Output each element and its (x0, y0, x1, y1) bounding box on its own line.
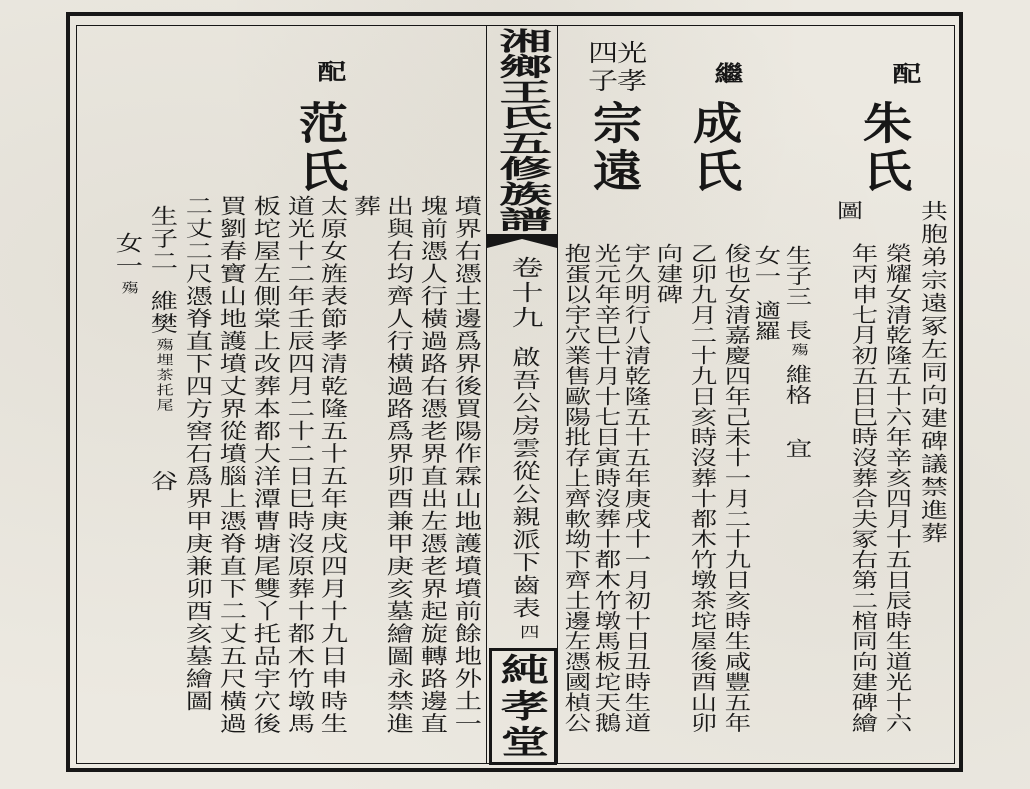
zhu-shi-record-line-3: 圖 (832, 200, 864, 221)
continued-record-line: 共胞弟宗遠冢左同向建碑議禁進葬 (917, 200, 948, 545)
grave-record-line-4: 葬 (350, 195, 382, 218)
zongyuan-record-line-3: 抱蛋以宇穴業售歐陽批存上齊軟坳下齊土邊左憑國楨公 (560, 243, 592, 733)
zongyuan-record-line-2: 光元年辛巳十月十七日寅時沒葬十都木竹墩馬板坨天鵝 (590, 243, 622, 733)
son-3-name: 宜 (781, 438, 813, 459)
cheng-shi-record-line-1: 俊也女清嘉慶四年己未十一月二十九日亥時生咸豐五年 (720, 243, 752, 733)
father-note-line-1: 光孝 (611, 40, 647, 96)
zhu-shi-record-line-2: 年丙申七月初五日巳時沒葬合夫冢右第二棺同向建碑繪 (847, 243, 879, 733)
fishtail-mark (487, 234, 557, 250)
name-zhu-shi: 朱氏 (854, 100, 912, 196)
name-cheng-shi: 成氏 (684, 100, 742, 196)
fan-shi-record-line-2: 道光十二年壬辰四月二十二日巳時沒原葬十都木竹墩馬 (284, 195, 316, 735)
son-1-note: 殤 (787, 343, 807, 358)
sons-label-left: 生子二 (147, 205, 179, 273)
son-1-name-left: 維樊 (147, 290, 179, 335)
son-2-name-left: 谷 (147, 470, 179, 493)
name-fan-shi: 范氏 (290, 100, 348, 196)
daughter-note: 適羅 (750, 300, 782, 341)
daughters-label-left: 女一 (112, 232, 144, 277)
grave-record-line-2: 塊前憑人行橫過路右憑老界直出左憑老界起旋轉路邊直 (417, 195, 449, 735)
hall-name: 純孝堂 (493, 653, 551, 761)
fan-shi-record-line-5: 二丈二尺憑脊直下四方窖石爲界甲庚兼卯酉亥墓繪圖 (182, 195, 214, 713)
page-number: 四 (516, 624, 541, 639)
relation-label-pei-left: 配 (313, 60, 347, 82)
daughter-note-left: 殤 (117, 281, 137, 296)
center-column-right-rule (557, 25, 558, 763)
fan-shi-record-line-4: 買劉春寶山地護墳丈界從墳腦上憑脊直下二丈五尺橫過 (216, 195, 248, 735)
grave-record-line-3: 出與右均齊人行橫過路爲界卯酉兼甲庚亥墓繪圖永禁進 (383, 195, 415, 735)
father-note-line-2: 四子 (582, 40, 618, 96)
grave-record-line-1: 墳界右憑土邊爲界後買陽作霖山地護墳墳前餘地外土一 (451, 195, 483, 735)
daughters-label: 女一 (750, 245, 782, 286)
son-1-note-left: 殤埋茶托尾 (152, 338, 172, 413)
fan-shi-record-line-1: 太原女旌表節孝清乾隆五十五年庚戌四月十九日申時生 (317, 195, 349, 735)
center-column-left-rule (486, 25, 487, 763)
cheng-shi-record-line-3: 向建碑 (652, 243, 684, 305)
zhu-shi-record-line-1: 榮耀女清乾隆五十六年辛亥四月十五日辰時生道光十六 (881, 243, 913, 733)
fan-shi-record-line-3: 板坨屋左側棠上改葬本都大洋潭曹塘尾雙丫托品宇穴後 (250, 195, 282, 735)
sons-label: 生子三 (781, 245, 813, 307)
volume-label: 卷十九 (506, 256, 543, 331)
relation-label-ji: 繼 (710, 62, 744, 84)
relation-label-pei: 配 (888, 62, 922, 84)
name-zongyuan: 宗遠 (584, 100, 642, 196)
zongyuan-record-line-1: 宇久明行八清乾隆五十五年庚戌十一月初十日丑時生道 (620, 243, 652, 733)
son-1-name: 長 (781, 320, 813, 341)
section-title: 啟吾公房雲從公親派下齒表 (508, 346, 541, 620)
cheng-shi-record-line-2: 乙卯九月二十九日亥時沒葬十都木竹墩茶坨屋後酉山卯 (686, 243, 718, 733)
book-title: 湘鄉王氏五修族譜 (491, 28, 553, 232)
son-2-name: 維格 (781, 364, 813, 405)
